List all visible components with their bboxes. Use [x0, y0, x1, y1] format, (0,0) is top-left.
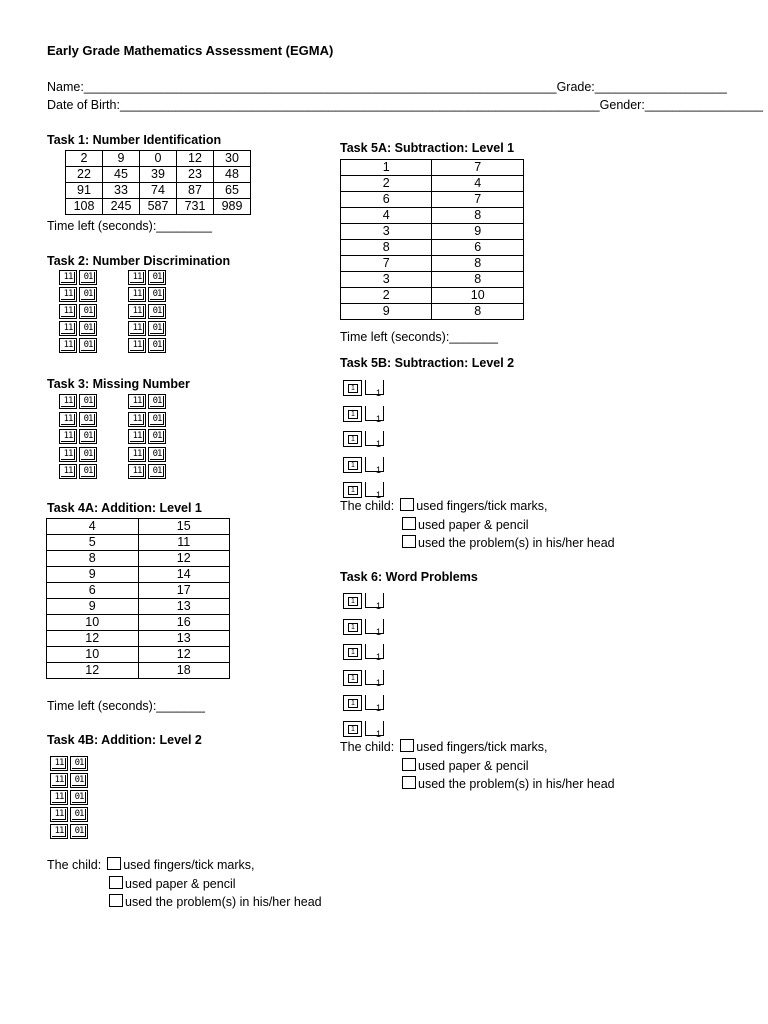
problem-box-inner: 1 [348, 699, 358, 708]
table-row [341, 240, 524, 256]
answer-box[interactable] [365, 721, 384, 739]
answer-box[interactable]: 01 [79, 394, 97, 409]
problem-box-inner: 1 [348, 648, 358, 657]
answer-box-pair [128, 321, 166, 336]
answer-box-pair [343, 482, 384, 498]
answer-box[interactable] [365, 670, 384, 688]
answer-box[interactable]: 11 [128, 304, 146, 319]
answer-box[interactable]: 11 [59, 429, 77, 444]
answer-box[interactable] [365, 644, 384, 662]
table-cell: 989 [214, 199, 251, 215]
answer-box[interactable]: 11 [128, 429, 146, 444]
answer-box-pair [59, 304, 97, 319]
task1-title: Task 1: Number Identification [47, 133, 222, 147]
checkbox-paper-pencil[interactable] [402, 758, 416, 771]
table-cell: 13 [138, 631, 230, 647]
answer-box-pair [343, 431, 384, 447]
answer-box-pair [59, 270, 97, 285]
option-paper-pencil-label: used paper & pencil [418, 518, 529, 532]
table-cell: 15 [138, 519, 230, 535]
answer-box[interactable]: 11 [128, 338, 146, 353]
table-cell: 12 [47, 631, 139, 647]
answer-box-pair [343, 380, 384, 396]
table-cell: 8 [341, 240, 432, 256]
answer-box-pair [59, 447, 97, 462]
answer-box[interactable]: 01 [148, 338, 166, 353]
answer-box-mark: 1 [375, 464, 381, 475]
name-line[interactable]: ____________________________________________________________________ [83, 80, 557, 94]
answer-box[interactable]: 11 [128, 412, 146, 427]
table-cell: 17 [138, 583, 230, 599]
task5a-table [340, 159, 524, 320]
checkbox-fingers[interactable] [400, 498, 414, 511]
answer-box[interactable]: 11 [50, 807, 68, 822]
checkbox-fingers[interactable] [107, 857, 121, 870]
answer-box[interactable]: 01 [70, 790, 88, 805]
answer-box[interactable]: 11 [59, 338, 77, 353]
problem-box-inner: 1 [348, 435, 358, 444]
answer-box-pair [343, 721, 384, 737]
table-row [66, 167, 251, 183]
table-cell: 11 [138, 535, 230, 551]
option-fingers-label: used fingers/tick marks, [416, 740, 548, 754]
answer-box[interactable]: 01 [148, 270, 166, 285]
dob-row [47, 98, 763, 112]
task4b-child-checklist [47, 857, 322, 909]
page-title: Early Grade Mathematics Assessment (EGMA) [47, 43, 334, 58]
task3-title: Task 3: Missing Number [47, 377, 190, 391]
answer-box-pair [128, 447, 166, 462]
answer-box-pair [128, 429, 166, 444]
answer-box[interactable]: 11 [128, 321, 146, 336]
option-in-head-label: used the problem(s) in his/her head [125, 895, 322, 909]
answer-box-mark: 1 [375, 703, 381, 713]
child-label: The child: [47, 858, 102, 872]
option-in-head-label: used the problem(s) in his/her head [418, 777, 615, 791]
option-paper-pencil-label: used paper & pencil [125, 877, 236, 891]
table-cell: 14 [138, 567, 230, 583]
problem-box-inner: 1 [348, 410, 358, 419]
task4a-table [46, 518, 230, 679]
grade-label: Grade: [556, 80, 595, 94]
answer-box[interactable]: 01 [79, 321, 97, 336]
table-cell: 4 [432, 176, 524, 192]
table-cell: 9 [103, 151, 140, 167]
checkbox-fingers[interactable] [400, 739, 414, 752]
problem-box-inner: 1 [348, 486, 358, 495]
answer-box[interactable]: 01 [79, 270, 97, 285]
answer-box[interactable] [365, 380, 384, 398]
answer-box-mark: 1 [375, 413, 381, 424]
table-row [47, 535, 230, 551]
table-cell: 65 [214, 183, 251, 199]
table-row [66, 183, 251, 199]
table-row [341, 272, 524, 288]
table-cell: 7 [432, 192, 524, 208]
answer-box-pair [59, 464, 97, 479]
task5b-child-checklist [340, 498, 615, 550]
table-row [341, 304, 524, 320]
answer-box[interactable] [365, 619, 384, 637]
table-cell: 587 [140, 199, 177, 215]
table-cell: 7 [341, 256, 432, 272]
answer-box[interactable]: 01 [148, 304, 166, 319]
problem-box-inner: 1 [348, 674, 358, 683]
option-paper-pencil-label: used paper & pencil [418, 759, 529, 773]
table-cell: 10 [432, 288, 524, 304]
table-row [341, 256, 524, 272]
answer-box[interactable]: 01 [148, 287, 166, 302]
table-cell: 9 [432, 224, 524, 240]
answer-box[interactable]: 11 [59, 304, 77, 319]
answer-box-pair [59, 338, 97, 353]
answer-box-pair [128, 287, 166, 302]
table-cell: 45 [103, 167, 140, 183]
answer-box[interactable]: 01 [79, 429, 97, 444]
answer-box[interactable] [365, 593, 384, 611]
table-row [47, 615, 230, 631]
child-label: The child: [340, 740, 395, 754]
name-label: Name: [47, 80, 84, 94]
table-cell: 9 [341, 304, 432, 320]
table-cell: 7 [432, 160, 524, 176]
task6-child-checklist [340, 739, 615, 791]
answer-box[interactable]: 01 [70, 756, 88, 771]
answer-box-mark: 1 [375, 490, 381, 500]
table-cell: 8 [432, 256, 524, 272]
problem-box[interactable] [343, 593, 362, 609]
table-cell: 10 [47, 647, 139, 663]
problem-box[interactable] [343, 644, 362, 660]
answer-box-pair [59, 429, 97, 444]
table-cell: 3 [341, 224, 432, 240]
answer-box-pair [128, 464, 166, 479]
table-row [341, 208, 524, 224]
grade-line[interactable]: ___________________ [594, 80, 727, 94]
table-cell: 4 [341, 208, 432, 224]
table-cell: 6 [47, 583, 139, 599]
answer-box-mark: 1 [375, 728, 381, 739]
answer-box[interactable] [365, 695, 384, 713]
table-cell: 74 [140, 183, 177, 199]
answer-box-mark: 1 [375, 652, 381, 662]
answer-box-mark: 1 [375, 601, 381, 611]
checkbox-in-head[interactable] [402, 535, 416, 548]
answer-box[interactable] [365, 457, 384, 475]
answer-box-pair [50, 756, 88, 771]
problem-box[interactable] [343, 431, 362, 447]
table-row [47, 647, 230, 663]
answer-box[interactable]: 01 [148, 464, 166, 479]
table-cell: 5 [47, 535, 139, 551]
gender-line[interactable]: _________________ [644, 98, 763, 112]
table-row [66, 199, 251, 215]
answer-box[interactable]: 11 [50, 790, 68, 805]
task1-table [65, 150, 251, 215]
table-cell: 8 [432, 208, 524, 224]
answer-box-pair [59, 287, 97, 302]
table-cell: 39 [140, 167, 177, 183]
table-row [47, 631, 230, 647]
answer-box[interactable]: 01 [79, 412, 97, 427]
answer-box-pair [343, 619, 384, 635]
task6-title: Task 6: Word Problems [340, 570, 478, 584]
option-in-head-label: used the problem(s) in his/her head [418, 536, 615, 550]
problem-box[interactable] [343, 457, 362, 473]
answer-box[interactable]: 11 [128, 270, 146, 285]
answer-box[interactable]: 01 [148, 429, 166, 444]
answer-box[interactable]: 11 [128, 447, 146, 462]
table-cell: 13 [138, 599, 230, 615]
answer-box[interactable]: 01 [79, 447, 97, 462]
problem-box[interactable] [343, 695, 362, 711]
answer-box[interactable]: 11 [59, 270, 77, 285]
answer-box-mark: 1 [375, 439, 381, 449]
table-cell: 12 [138, 647, 230, 663]
problem-box-inner: 1 [348, 597, 358, 606]
problem-box-inner: 1 [348, 461, 358, 470]
checkbox-in-head[interactable] [109, 894, 123, 907]
task1-time-left[interactable]: Time left (seconds):________ [47, 219, 212, 233]
table-cell: 22 [66, 167, 103, 183]
answer-box[interactable]: 11 [128, 464, 146, 479]
table-row [47, 663, 230, 679]
answer-box-pair [59, 321, 97, 336]
dob-label: Date of Birth: [47, 98, 120, 112]
table-cell: 10 [47, 615, 139, 631]
table-cell: 108 [66, 199, 103, 215]
answer-box-pair [343, 406, 384, 422]
task5b-title: Task 5B: Subtraction: Level 2 [340, 356, 515, 370]
task4b-title: Task 4B: Addition: Level 2 [47, 733, 202, 747]
problem-box[interactable] [343, 482, 362, 498]
answer-box[interactable]: 11 [128, 394, 146, 409]
answer-box[interactable]: 11 [59, 464, 77, 479]
problem-box[interactable] [343, 380, 362, 396]
answer-box[interactable]: 11 [50, 756, 68, 771]
table-row [47, 583, 230, 599]
task4a-time-left[interactable]: Time left (seconds):_______ [47, 699, 205, 713]
table-cell: 16 [138, 615, 230, 631]
table-cell: 30 [214, 151, 251, 167]
answer-box[interactable]: 11 [59, 412, 77, 427]
answer-box[interactable]: 01 [79, 464, 97, 479]
answer-box-pair [343, 457, 384, 473]
table-cell: 245 [103, 199, 140, 215]
table-row [341, 176, 524, 192]
answer-box-pair [343, 593, 384, 609]
answer-box[interactable]: 11 [50, 773, 68, 788]
table-cell: 0 [140, 151, 177, 167]
answer-box-mark: 1 [375, 388, 381, 398]
table-cell: 1 [341, 160, 432, 176]
table-cell: 23 [177, 167, 214, 183]
table-cell: 8 [432, 272, 524, 288]
answer-box-mark: 1 [375, 677, 381, 688]
table-cell: 3 [341, 272, 432, 288]
table-cell: 87 [177, 183, 214, 199]
table-row [47, 599, 230, 615]
answer-box[interactable] [365, 406, 384, 424]
table-cell: 4 [47, 519, 139, 535]
table-row [47, 567, 230, 583]
answer-box-pair [343, 695, 384, 711]
answer-box[interactable]: 11 [59, 287, 77, 302]
checkbox-paper-pencil[interactable] [109, 876, 123, 889]
answer-box[interactable]: 11 [59, 447, 77, 462]
problem-box-inner: 1 [348, 384, 358, 393]
problem-box-inner: 1 [348, 725, 358, 734]
answer-box-mark: 1 [375, 626, 381, 637]
table-cell: 91 [66, 183, 103, 199]
answer-box[interactable]: 01 [79, 287, 97, 302]
table-cell: 12 [47, 663, 139, 679]
problem-box[interactable] [343, 721, 362, 737]
gender-label: Gender: [599, 98, 645, 112]
answer-box[interactable]: 11 [59, 394, 77, 409]
task2-title: Task 2: Number Discrimination [47, 254, 231, 268]
task4a-title: Task 4A: Addition: Level 1 [47, 501, 202, 515]
table-row [341, 224, 524, 240]
table-row [47, 519, 230, 535]
answer-box[interactable]: 01 [70, 807, 88, 822]
table-cell: 6 [341, 192, 432, 208]
answer-box[interactable] [365, 482, 384, 500]
table-row [47, 551, 230, 567]
answer-box[interactable]: 11 [128, 287, 146, 302]
table-row [66, 151, 251, 167]
answer-box-pair [128, 304, 166, 319]
table-cell: 731 [177, 199, 214, 215]
option-fingers-label: used fingers/tick marks, [416, 499, 548, 513]
answer-box-pair [128, 270, 166, 285]
table-cell: 2 [341, 288, 432, 304]
table-cell: 12 [138, 551, 230, 567]
name-row [47, 80, 727, 94]
table-cell: 8 [432, 304, 524, 320]
answer-box[interactable]: 01 [148, 321, 166, 336]
checkbox-paper-pencil[interactable] [402, 517, 416, 530]
answer-box[interactable]: 01 [70, 773, 88, 788]
table-cell: 2 [341, 176, 432, 192]
table-cell: 33 [103, 183, 140, 199]
answer-box-pair [59, 412, 97, 427]
answer-box-pair [50, 824, 88, 839]
table-cell: 8 [47, 551, 139, 567]
answer-box[interactable]: 01 [70, 824, 88, 839]
dob-line[interactable]: _____________________________________________________________________ [119, 98, 600, 112]
table-cell: 9 [47, 599, 139, 615]
table-cell: 2 [66, 151, 103, 167]
answer-box-pair [343, 670, 384, 686]
answer-box-pair [128, 338, 166, 353]
answer-box-pair [50, 790, 88, 805]
task5a-time-left[interactable]: Time left (seconds):_______ [340, 330, 498, 344]
answer-box-pair [50, 807, 88, 822]
table-cell: 12 [177, 151, 214, 167]
answer-box-pair [128, 412, 166, 427]
answer-box-pair [128, 394, 166, 409]
table-row [341, 288, 524, 304]
table-row [341, 192, 524, 208]
table-cell: 6 [432, 240, 524, 256]
task5a-title: Task 5A: Subtraction: Level 1 [340, 141, 515, 155]
answer-box[interactable]: 11 [59, 321, 77, 336]
answer-box[interactable] [365, 431, 384, 449]
child-label: The child: [340, 499, 395, 513]
answer-box-pair [343, 644, 384, 660]
answer-box[interactable]: 01 [148, 447, 166, 462]
table-cell: 48 [214, 167, 251, 183]
answer-box[interactable]: 01 [79, 304, 97, 319]
answer-box[interactable]: 01 [148, 412, 166, 427]
answer-box[interactable]: 01 [79, 338, 97, 353]
problem-box[interactable] [343, 670, 362, 686]
table-row [341, 160, 524, 176]
table-cell: 18 [138, 663, 230, 679]
checkbox-in-head[interactable] [402, 776, 416, 789]
option-fingers-label: used fingers/tick marks, [123, 858, 255, 872]
answer-box[interactable]: 01 [148, 394, 166, 409]
answer-box[interactable]: 11 [50, 824, 68, 839]
answer-box-pair [50, 773, 88, 788]
problem-box[interactable] [343, 619, 362, 635]
table-cell: 9 [47, 567, 139, 583]
problem-box-inner: 1 [348, 623, 358, 632]
problem-box[interactable] [343, 406, 362, 422]
answer-box-pair [59, 394, 97, 409]
